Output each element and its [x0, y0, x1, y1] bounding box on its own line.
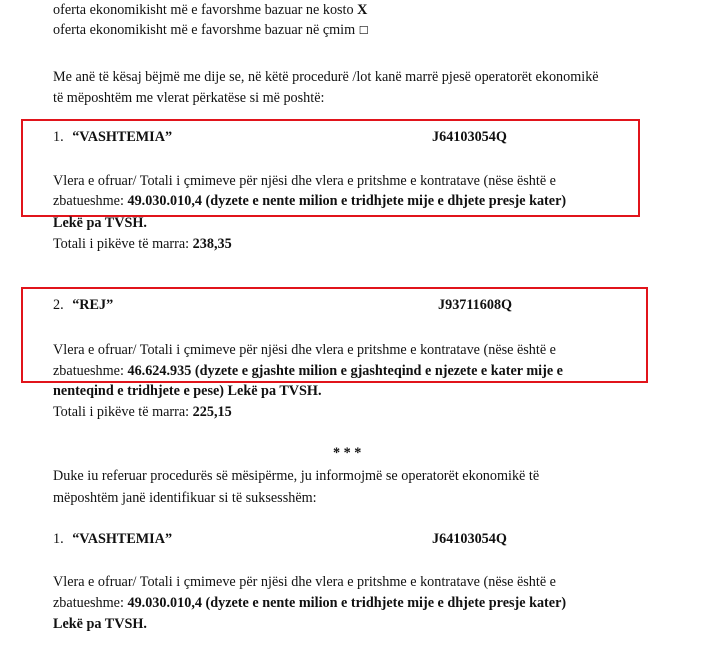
- option-cost: [53, 1, 367, 19]
- intro-line-2: të mëposhtëm me vlerat përkatëse si më poshtë:: [53, 90, 325, 106]
- offer-1-points-label: Totali i pikëve të marra:: [53, 236, 190, 252]
- offer-2-value-prefix: zbatueshme:: [53, 363, 124, 379]
- intro-line-1: Me anë të kësaj bëjmë me dije se, në këtë procedurë /lot kanë marrë pjesë operatorët ekonomikë: [53, 69, 599, 85]
- offer-2-value-amount: 46.624.935 (dyzete e gjashte milion e gjashteqind e njezete e kater mije e: [127, 363, 563, 379]
- winner-value-line-3: Lekë pa TVSH.: [53, 616, 147, 632]
- offer-2-value-line-3: [53, 382, 322, 400]
- result-line-2: mëposhtëm janë identifikuar si të suksesshëm:: [53, 490, 317, 506]
- winner-index: 1.: [53, 531, 64, 547]
- winner-nipt: J64103054Q: [432, 531, 507, 547]
- offer-1-name: “VASHTEMIA”: [72, 129, 173, 145]
- result-line-1: Duke iu referuar procedurës së mësipërme, ju informojmë se operatorët ekonomikë të: [53, 468, 540, 484]
- offer-1-nipt: J64103054Q: [432, 129, 507, 145]
- winner-value-line-1: Vlera e ofruar/ Totali i çmimeve për njësi dhe vlera e pritshme e kontratave (nëse është e: [53, 574, 556, 590]
- offer-1-value-line-1: Vlera e ofruar/ Totali i çmimeve për njësi dhe vlera e pritshme e kontratave (nëse është e: [53, 173, 556, 189]
- option-price: [53, 21, 369, 40]
- offer-1-heading: [53, 128, 172, 146]
- winner-heading: [53, 530, 172, 548]
- offer-2-points-value: 225,15: [192, 404, 232, 420]
- winner-value-amount: 49.030.010,4 (dyzete e nente milion e tridhjete mije e dhjete presje kater): [127, 595, 567, 611]
- offer-2-points: [53, 403, 232, 421]
- offer-2-heading: [53, 296, 113, 314]
- offer-1-points: [53, 235, 232, 253]
- offer-2-value-line-1: Vlera e ofruar/ Totali i çmimeve për njësi dhe vlera e pritshme e kontratave (nëse është e: [53, 342, 556, 358]
- offer-1-points-value: 238,35: [192, 236, 232, 252]
- offer-1-index: 1.: [53, 129, 64, 145]
- option-cost-label: oferta ekonomikisht më e favorshme bazuar ne kosto: [53, 2, 354, 18]
- offer-2-nipt: J93711608Q: [438, 297, 513, 313]
- offer-1-value-line-2: [53, 192, 566, 210]
- offer-1-value-prefix: zbatueshme:: [53, 193, 124, 209]
- winner-value-line-2: [53, 594, 566, 612]
- winner-name: “VASHTEMIA”: [72, 531, 173, 547]
- section-separator: * * *: [333, 445, 362, 461]
- offer-2-name: “REJ”: [72, 297, 114, 313]
- offer-1-value-line-3: Lekë pa TVSH.: [53, 215, 147, 231]
- option-cost-mark: X: [357, 2, 368, 18]
- offer-2-index: 2.: [53, 297, 64, 313]
- offer-2-value-rest: nenteqind e tridhjete e pese) Lekë pa TVSH.: [53, 383, 322, 399]
- option-price-label: oferta ekonomikisht më e favorshme bazuar në çmim: [53, 22, 356, 38]
- winner-value-prefix: zbatueshme:: [53, 595, 124, 611]
- checkbox-icon: ☐: [358, 24, 369, 37]
- offer-2-points-label: Totali i pikëve të marra:: [53, 404, 190, 420]
- offer-1-value-amount: 49.030.010,4 (dyzete e nente milion e tridhjete mije e dhjete presje kater): [127, 193, 567, 209]
- offer-2-value-line-2: [53, 362, 563, 380]
